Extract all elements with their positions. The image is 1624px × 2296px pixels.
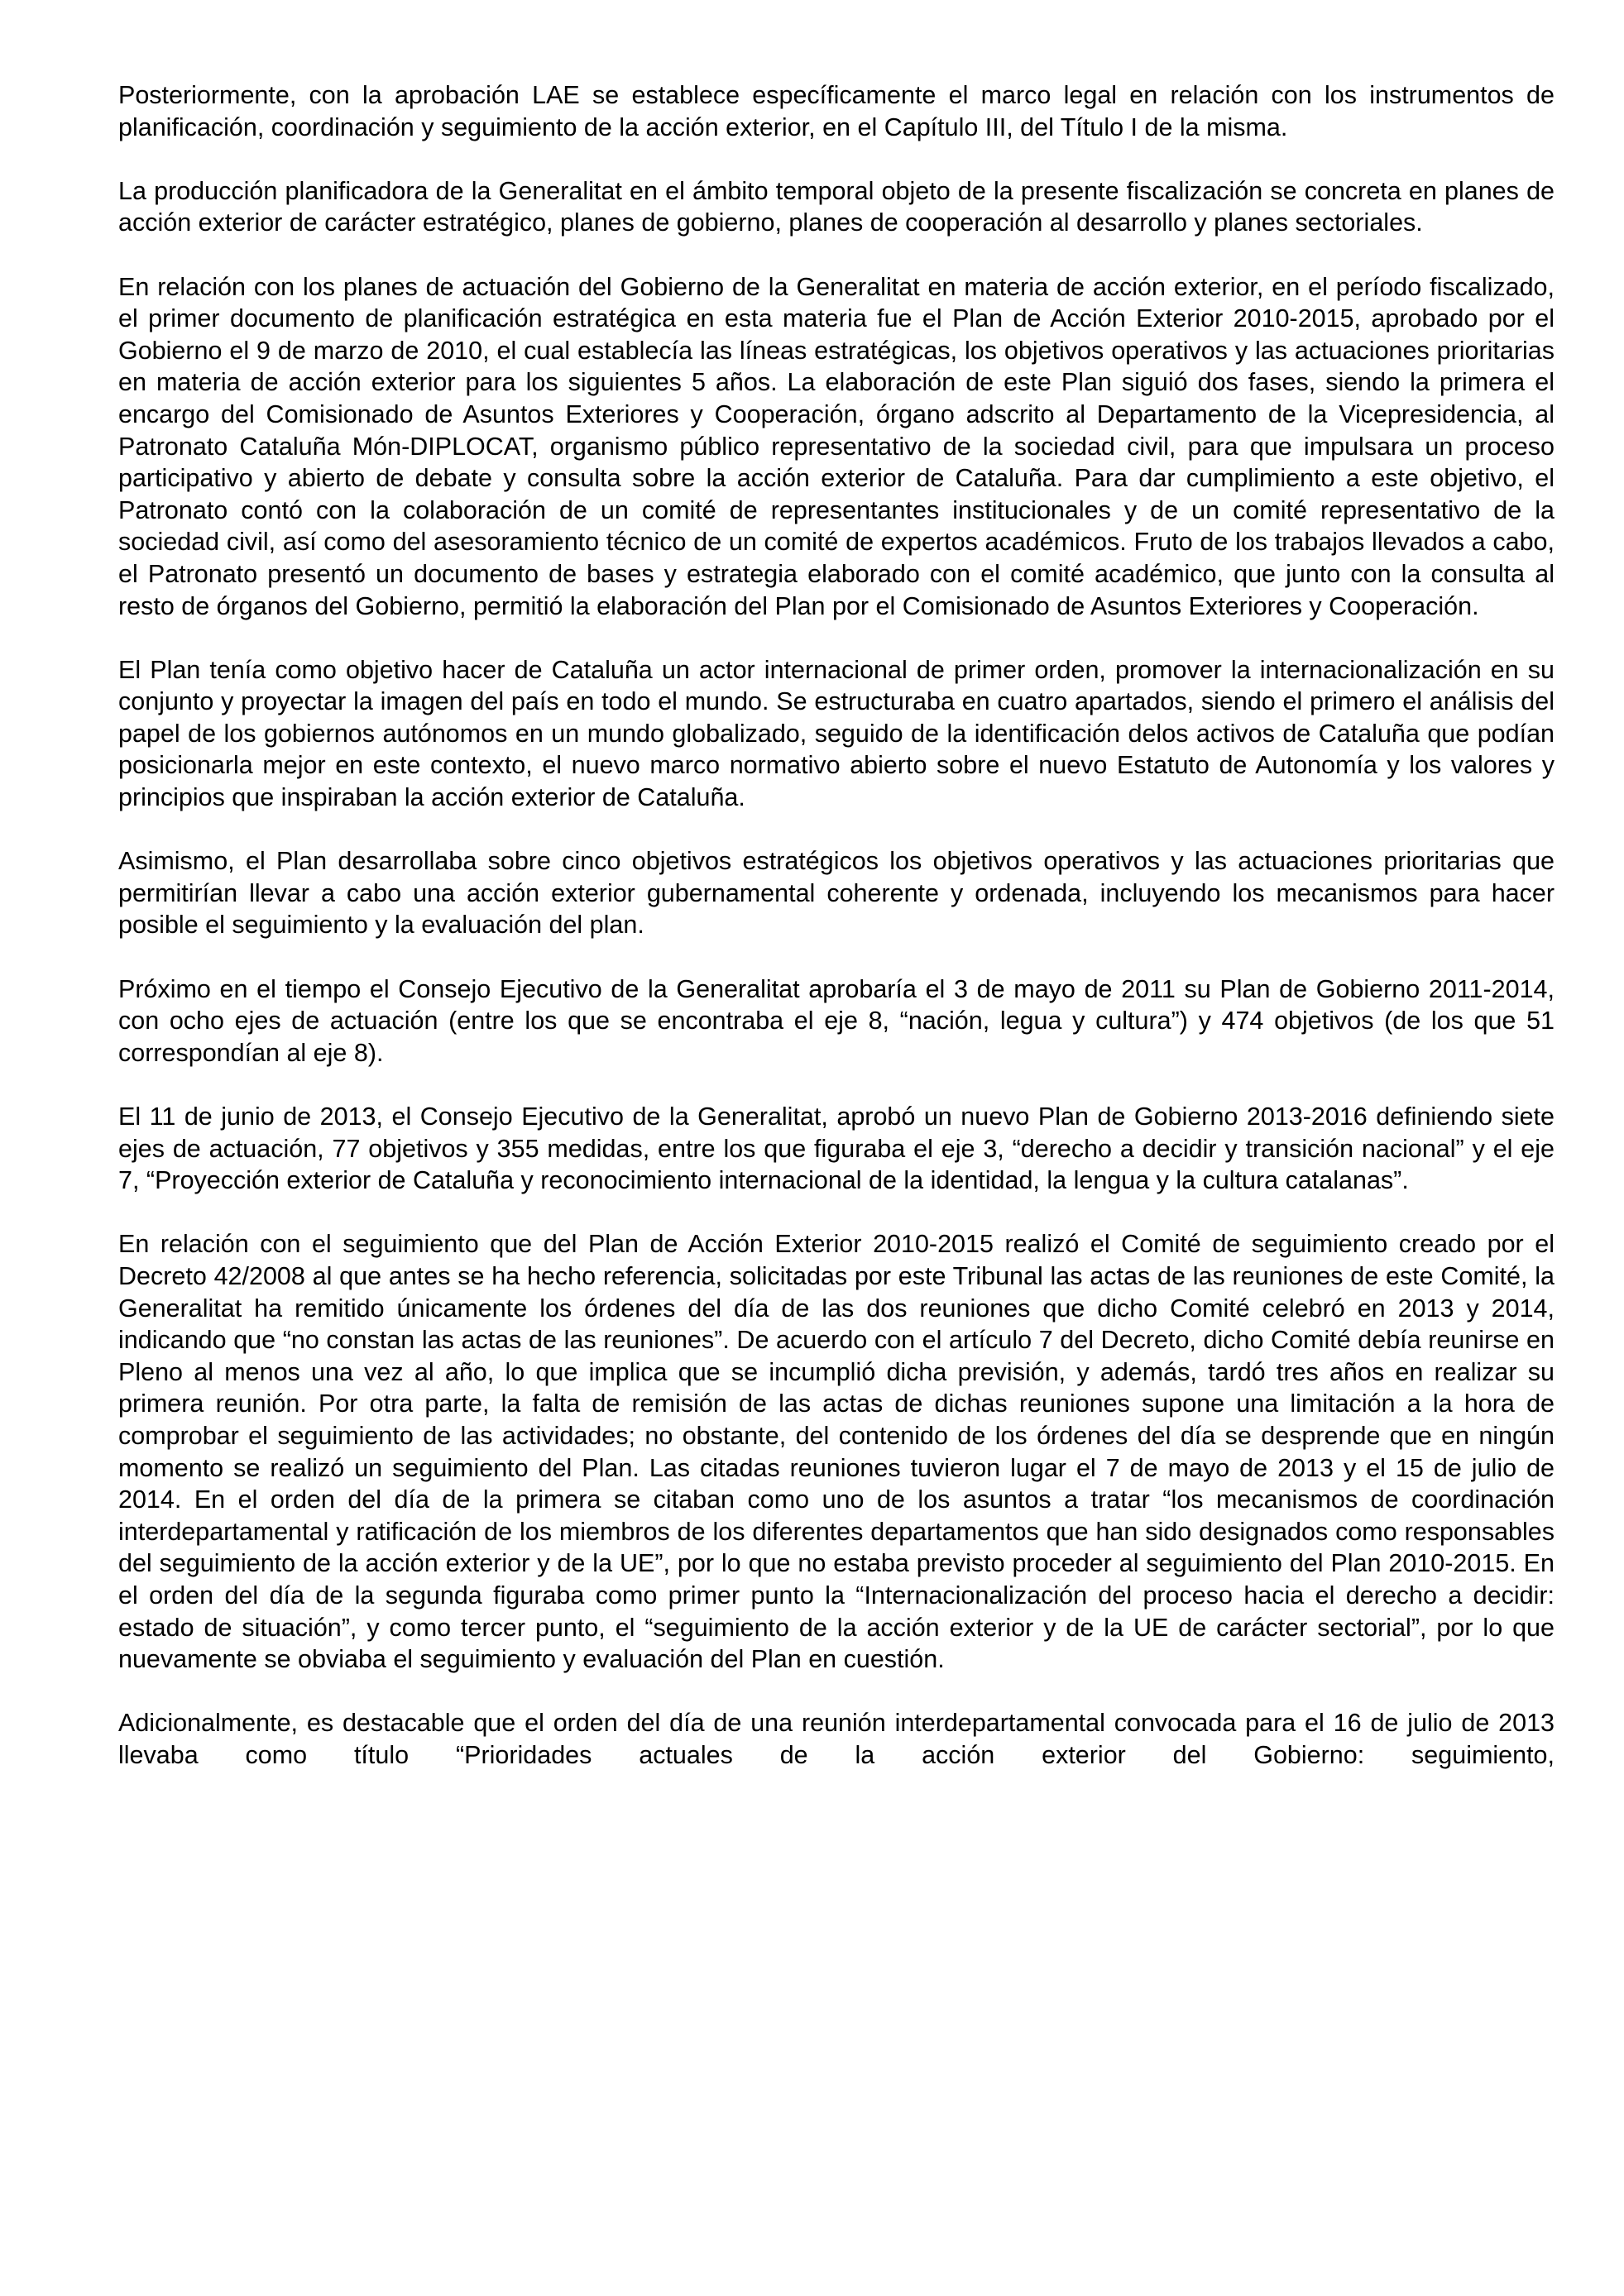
- paragraph-reunion-interdepartamental: Adicionalmente, es destacable que el orden del día de una reunión interdepartamental convocada para el 16 de julio de 2013 llevaba como título “Prioridades actuales de la acción exterior del Gobierno: seguimiento,: [118, 1709, 1555, 1769]
- paragraph-marco-legal: Posteriormente, con la aprobación LAE se establece específicamente el marco legal en relación con los instrumentos de planificación, coordinación y seguimiento de la acción exterior, en el Capítulo III, del Título I de la misma.: [118, 81, 1555, 141]
- paragraph-objetivos-estrategicos: Asimismo, el Plan desarrollaba sobre cinco objetivos estratégicos los objetivos operativos y las actuaciones prioritarias que permitirían llevar a cabo una acción exterior gubernamental coherente y ordenada, incluyendo los mecanismos para hacer posible el seguimiento y la evaluación del plan.: [118, 847, 1555, 940]
- paragraph-comite-seguimiento: En relación con el seguimiento que del Plan de Acción Exterior 2010-2015 realizó el Comité de seguimiento creado por el Decreto 42/2008 al que antes se ha hecho referencia, solicitadas por este Tribunal las actas de las reuniones de este Comité, la Generalitat ha remitido únicamente los órdenes del día de las dos reuniones que dicho Comité celebró en 2013 y 2014, indicando que “no constan las actas de las reuniones”. De acuerdo con el artículo 7 del Decreto, dicho Comité debía reunirse en Pleno al menos una vez al año, lo que implica que se incumplió dicha previsión, y además, tardó tres años en realizar su primera reunión. Por otra parte, la falta de remisión de las actas de dichas reuniones supone una limitación a la hora de comprobar el seguimiento de las actividades; no obstante, del contenido de los órdenes del día se desprende que en ningún momento se realizó un seguimiento del Plan. Las citadas reuniones tuvieron lugar el 7 de mayo de 2013 y el 15 de julio de 2014. En el orden del día de la primera se citaban como uno de los asuntos a tratar “los mecanismos de coordinación interdepartamental y ratificación de los miembros de los diferentes departamentos que han sido designados como responsables del seguimiento de la acción exterior y de la UE”, por lo que no estaba previsto proceder al seguimiento del Plan 2010-2015. En el orden del día de la segunda figuraba como primer punto la “Internacionalización del proceso hacia el derecho a decidir: estado de situación”, y como tercer punto, el “seguimiento de la acción exterior y de la UE de carácter sectorial”, por lo que nuevamente se obviaba el seguimiento y evaluación del Plan en cuestión.: [118, 1230, 1555, 1674]
- paragraph-plan-gobierno-2013: El 11 de junio de 2013, el Consejo Ejecutivo de la Generalitat, aprobó un nuevo Plan de Gobierno 2013-2016 definiendo siete ejes de actuación, 77 objetivos y 355 medidas, entre los que figuraba el eje 3, “derecho a decidir y transición nacional” y el eje 7, “Proyección exterior de Cataluña y reconocimiento internacional de la identidad, la lengua y la cultura catalanas”.: [118, 1103, 1555, 1195]
- paragraph-produccion-planificadora: La producción planificadora de la Generalitat en el ámbito temporal objeto de la presente fiscalización se concreta en planes de acción exterior de carácter estratégico, planes de gobierno, planes de cooperación al desarrollo y planes sectoriales.: [118, 176, 1555, 237]
- paragraph-plan-accion-exterior: En relación con los planes de actuación del Gobierno de la Generalitat en materia de acción exterior, en el período fiscalizado, el primer documento de planificación estratégica en esta materia fue el Plan de Acción Exterior 2010-2015, aprobado por el Gobierno el 9 de marzo de 2010, el cual establecía las líneas estratégicas, los objetivos operativos y las actuaciones prioritarias en materia de acción exterior para los siguientes 5 años. La elaboración de este Plan siguió dos fases, siendo la primera el encargo del Comisionado de Asuntos Exteriores y Cooperación, órgano adscrito al Departamento de la Vicepresidencia, al Patronato Cataluña Món-DIPLOCAT, organismo público representativo de la sociedad civil, para que impulsara un proceso participativo y abierto de debate y consulta sobre la acción exterior de Cataluña. Para dar cumplimiento a este objetivo, el Patronato contó con la colaboración de un comité de representantes institucionales y de un comité representativo de la sociedad civil, así como del asesoramiento técnico de un comité de expertos académicos. Fruto de los trabajos llevados a cabo, el Patronato presentó un documento de bases y estrategia elaborado con el comité académico, que junto con la consulta al resto de órganos del Gobierno, permitió la elaboración del Plan por el Comisionado de Asuntos Exteriores y Cooperación.: [118, 272, 1555, 620]
- paragraph-plan-gobierno-2011: Próximo en el tiempo el Consejo Ejecutivo de la Generalitat aprobaría el 3 de mayo de 2011 su Plan de Gobierno 2011-2014, con ocho ejes de actuación (entre los que se encontraba el eje 8, “nación, legua y cultura”) y 474 objetivos (de los que 51 correspondían al eje 8).: [118, 974, 1555, 1067]
- document-page: [118, 79, 1555, 1803]
- paragraph-objetivo-plan: El Plan tenía como objetivo hacer de Cataluña un actor internacional de primer orden, promover la internacionalización en su conjunto y proyectar la imagen del país en todo el mundo. Se estructuraba en cuatro apartados, siendo el primero el análisis del papel de los gobiernos autónomos en un mundo globalizado, seguido de la identificación delos activos de Cataluña que podían posicionarla mejor en este contexto, el nuevo marco normativo abierto sobre el nuevo Estatuto de Autonomía y los valores y principios que inspiraban la acción exterior de Cataluña.: [118, 655, 1555, 812]
